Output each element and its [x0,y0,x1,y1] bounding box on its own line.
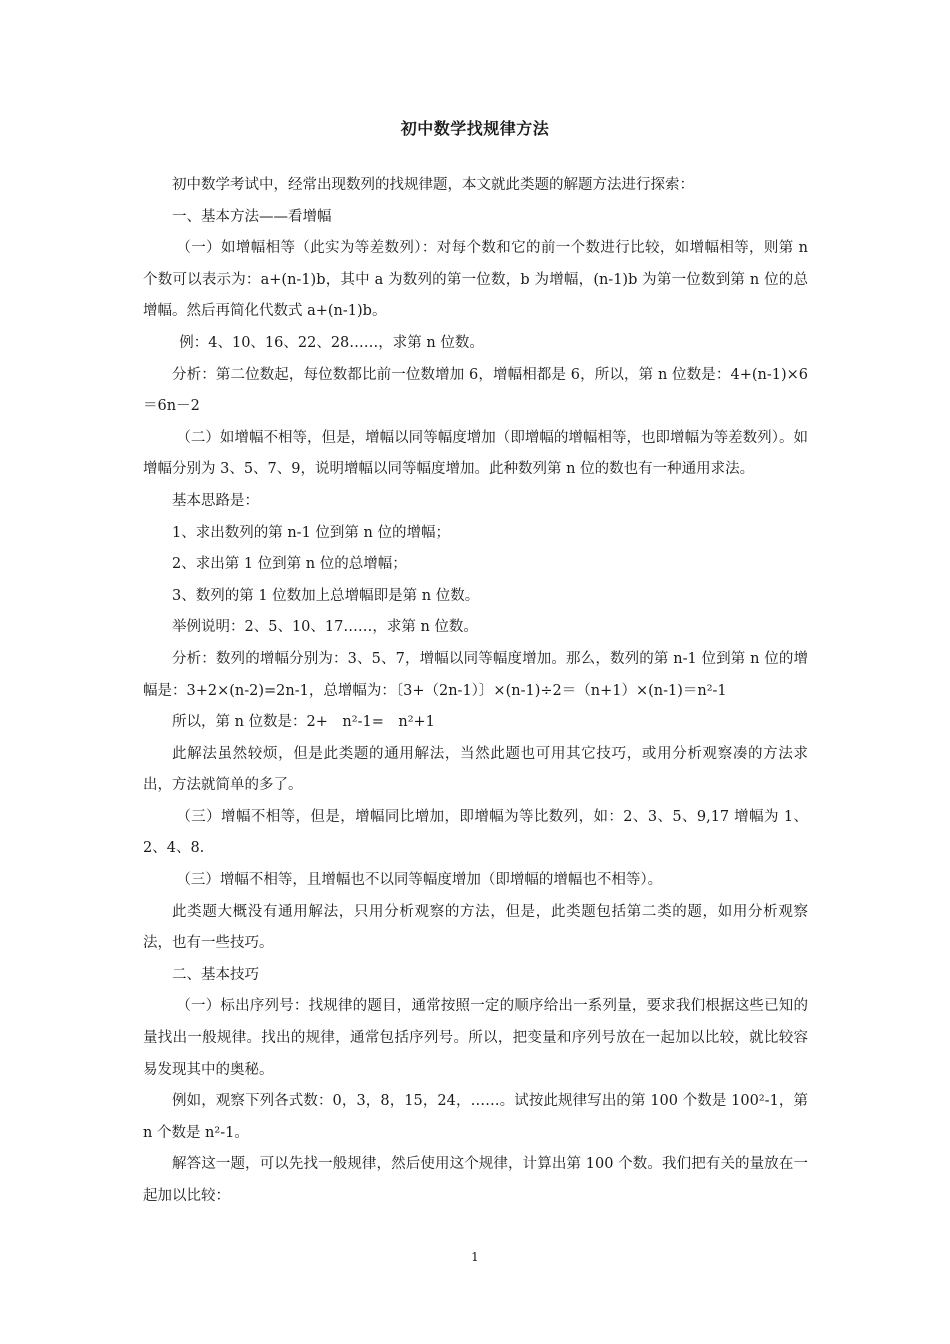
list-item: 3、数列的第 1 位数加上总增幅即是第 n 位数。 [172,587,480,604]
paragraph-intro: 初中数学考试中，经常出现数列的找规律题，本文就此类题的解题方法进行探索： [172,177,694,193]
list-item: 2、求出第 1 位到第 n 位的总增幅； [172,556,407,573]
paragraph-example: 举例说明：2、5、10、17……，求第 n 位数。 [172,619,478,636]
paragraph: （一）如增幅相等（此实为等差数列）：对每个数和它的前一个数进行比较，如增幅相等，则第 n 个数可以表示为：a+(n-1)b，其中 a 为数列的第一位数，b 为增幅，(n-1)b 为第一位数到第 n 位的总增幅。然后再简化代数式 a+(n-1)b。 [143,240,808,320]
paragraph: 此类题大概没有通用解法，只用分析观察的方法，但是，此类题包括第二类的题，如用分析观察法，也有一些技巧。 [143,903,808,952]
section-heading-2: 二、基本技巧 [172,966,259,983]
paragraph-analysis: 分析：第二位数起，每位数都比前一位数增加 6，增幅相都是 6，所以，第 n 位数是：4+(n-1)×6＝6n－2 [143,366,808,415]
paragraph: 所以，第 n 位数是：2+ n²-1= n²+1 [172,714,435,731]
paragraph: 此解法虽然较烦，但是此类题的通用解法，当然此题也可用其它技巧，或用分析观察凑的方法求出，方法就简单的多了。 [143,745,808,794]
paragraph: （三）增幅不相等，但是，增幅同比增加，即增幅为等比数列，如：2、3、5、9,17 增幅为 1、2、4、8. [143,808,808,857]
page-number: 1 [471,1250,479,1264]
paragraph: （二）如增幅不相等，但是，增幅以同等幅度增加（即增幅的增幅相等，也即增幅为等差数列）。如增幅分别为 3、5、7、9，说明增幅以同等幅度增加。此种数列第 n 位的数也有一种通用求法。 [143,429,808,478]
section-heading-1: 一、基本方法——看增幅 [172,208,332,225]
paragraph: （三）增幅不相等，且增幅也不以同等幅度增加（即增幅的增幅也不相等）。 [176,872,663,889]
list-item: 1、求出数列的第 n-1 位到第 n 位的增幅； [172,524,450,541]
paragraph-example: 例：4、10、16、22、28……，求第 n 位数。 [179,334,484,351]
paragraph: 解答这一题，可以先找一般规律，然后使用这个规律，计算出第 100 个数。我们把有关的量放在一起加以比较： [143,1156,808,1204]
paragraph: （一）标出序列号：找规律的题目，通常按照一定的顺序给出一系列量，要求我们根据这些已知的量找出一般规律。找出的规律，通常包括序列号。所以，把变量和序列号放在一起加以比较，就比较容易发现其中的奥秘。 [143,998,808,1078]
paragraph: 基本思路是： [172,492,259,509]
document-body [143,170,808,1213]
paragraph-analysis: 分析：数列的增幅分别为：3、5、7，增幅以同等幅度增加。那么，数列的第 n-1 位到第 n 位的增幅是：3+2×(n-2)=2n-1，总增幅为：〔3+（2n-1）〕×(n-1)÷2＝（n+1）×(n-1)＝n²-1 [143,650,808,699]
paragraph-example: 例如，观察下列各式数：0，3，8，15，24，……。试按此规律写出的第 100 个数是 100²-1，第 n 个数是 n²-1。 [143,1093,808,1141]
document-title: 初中数学找规律方法 [400,119,550,138]
